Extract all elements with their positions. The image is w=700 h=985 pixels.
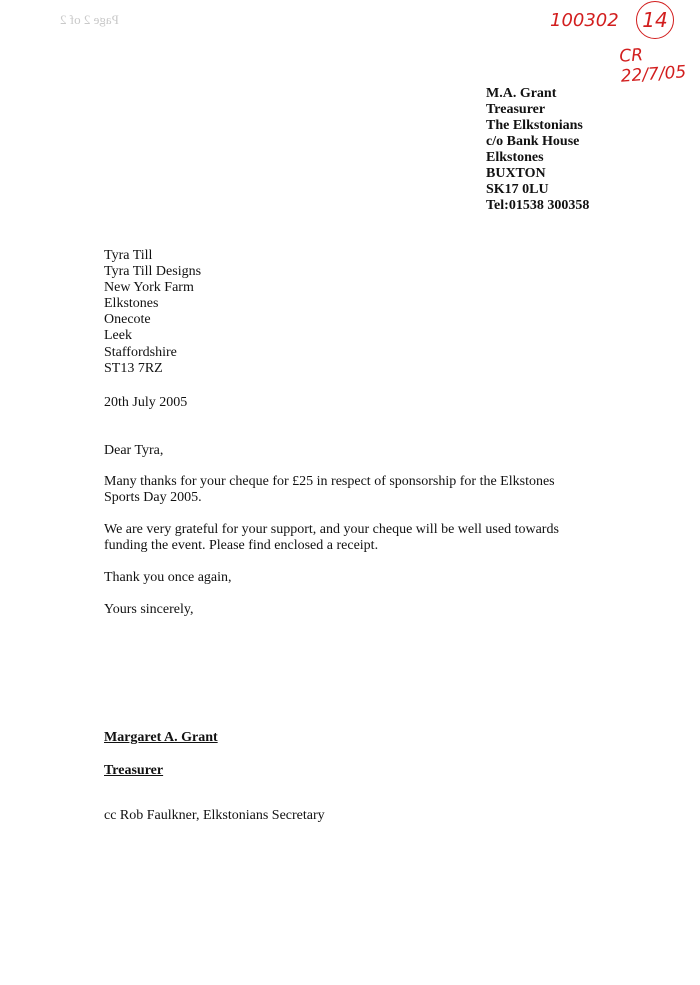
recipient-postcode: ST13 7RZ xyxy=(104,360,163,376)
recipient-address-block xyxy=(104,248,201,377)
bleed-through-page-number: Page 2 of 2 xyxy=(60,12,119,27)
sender-name: M.A. Grant xyxy=(486,86,557,101)
sender-address-block xyxy=(486,86,589,214)
sender-address-line: Elkstones xyxy=(486,150,544,165)
sender-postcode: SK17 0LU xyxy=(486,182,549,197)
recipient-town: Leek xyxy=(104,328,132,344)
handwritten-circled-number: 14 xyxy=(636,1,674,39)
salutation: Dear Tyra, xyxy=(104,443,164,458)
sender-address-line: c/o Bank House xyxy=(486,134,580,149)
closing: Yours sincerely, xyxy=(104,602,194,617)
sender-town: BUXTON xyxy=(486,166,546,181)
recipient-address-line: Elkstones xyxy=(104,296,159,312)
sender-role: Treasurer xyxy=(486,102,546,117)
sender-telephone: Tel:01538 300358 xyxy=(486,198,590,213)
recipient-company: Tyra Till Designs xyxy=(104,264,202,280)
recipient-county: Staffordshire xyxy=(104,344,177,360)
signatory-name: Margaret A. Grant xyxy=(104,730,218,745)
recipient-address-line: Onecote xyxy=(104,312,151,328)
recipient-address-line: New York Farm xyxy=(104,280,194,296)
handwritten-date-note: CR 22/7/05 xyxy=(618,45,687,87)
signatory-title: Treasurer xyxy=(104,763,164,778)
recipient-name: Tyra Till xyxy=(104,248,153,263)
body-paragraph: We are very grateful for your support, and your cheque will be well used towards funding the event. Please find enclosed a receipt. xyxy=(104,522,559,553)
body-paragraph: Many thanks for your cheque for £25 in respect of sponsorship for the Elkstones Sports Day 2005. xyxy=(104,474,555,505)
cc-line: cc Rob Faulkner, Elkstonians Secretary xyxy=(104,808,325,823)
sender-org: The Elkstonians xyxy=(486,118,583,133)
letter-date: 20th July 2005 xyxy=(104,395,188,410)
handwritten-ref-number: 100302 xyxy=(550,10,619,31)
body-paragraph: Thank you once again, xyxy=(104,570,232,585)
